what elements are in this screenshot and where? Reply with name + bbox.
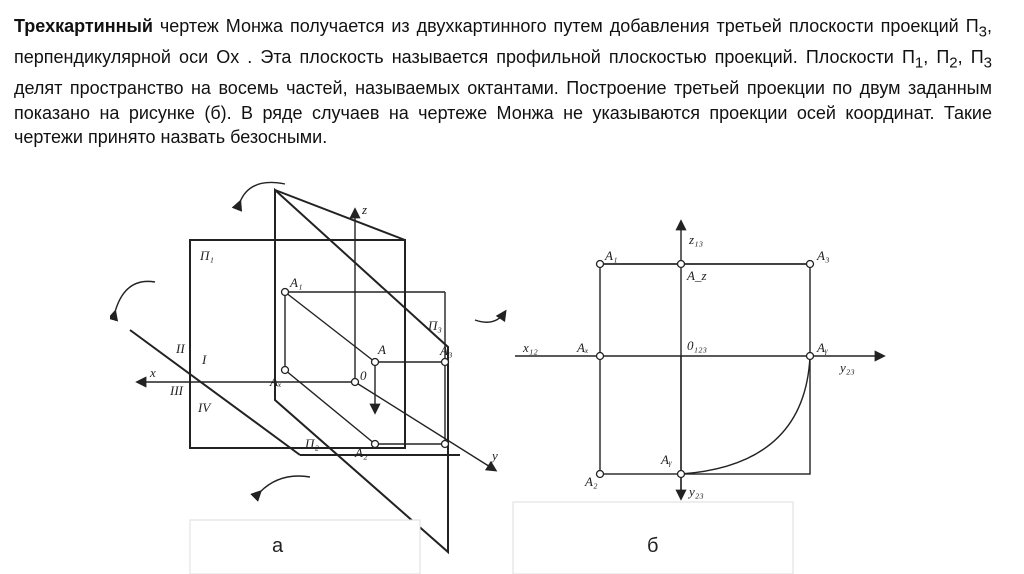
label-Ay-bottom: Aᵧ (661, 452, 672, 467)
label-A2: A₂ (585, 474, 598, 489)
label-A1: A₁ (290, 275, 303, 290)
label-oct-4: IV (198, 400, 211, 415)
label-A2: A₂ (355, 445, 368, 460)
text-s4: , П (957, 47, 984, 68)
label-Az: A_z (687, 268, 707, 283)
label-z13: z₁₃ (689, 232, 704, 247)
label-A1: A₁ (605, 248, 618, 263)
label-O: 0 (360, 368, 367, 383)
label-oct-3: III (170, 383, 183, 398)
label-y23-right: y₂₃ (840, 360, 855, 375)
label-oct-2: II (176, 341, 185, 356)
label-y: y (492, 448, 498, 463)
text-s2: , перпендикулярной оси Ox . Эта плоскость называется профильной плоскостью проекций. Плоскости П (14, 16, 992, 68)
sub-1: 1 (914, 54, 924, 72)
label-Ax: Aₓ (270, 374, 282, 389)
label-pi2: П₂ (305, 436, 319, 451)
text-s3: , П (923, 47, 950, 68)
sub-2: 2 (949, 54, 958, 72)
label-oct-1: I (202, 352, 207, 367)
label-Ay-right: Aᵧ (817, 340, 828, 355)
paragraph (14, 14, 992, 150)
label-A: A (378, 342, 386, 357)
label-A3: A₃ (440, 343, 453, 358)
body-text (14, 14, 992, 150)
label-pi3: П₃ (428, 318, 442, 333)
label-z: z (362, 202, 368, 217)
sub-3: 3 (978, 23, 987, 41)
sub-3b: 3 (983, 54, 992, 72)
label-y23-bottom: y₂₃ (689, 484, 704, 499)
label-pi1: П₁ (200, 248, 214, 263)
transfer-arc (681, 356, 810, 474)
plane-pi1-frame (190, 240, 405, 448)
label-x12: x₁₂ (523, 340, 538, 355)
caption-b: б (647, 535, 659, 557)
label-x: x (150, 365, 156, 380)
caption-a: а (272, 535, 284, 557)
figure-a-3d-planes (110, 172, 510, 574)
label-A3: A₃ (817, 248, 830, 263)
label-o123: 0₁₂₃ (687, 338, 708, 353)
figure-b-monge-drawing (505, 180, 905, 574)
bold-lead: Трехкартинный (14, 16, 153, 36)
text-s5: делят пространство на восемь частей, называемых октантами. Построение третьей проекции по двум заданным показано на рисунке (б). В ряде случаев на чертеже Монжа не указываются проекции осей координат. Такие чертежи принято назвать безосными. (14, 78, 992, 148)
label-Ax: Aₓ (577, 340, 589, 355)
text-s1: чертеж Монжа получается из двухкартинного путем добавления третьей плоскости проекций П (152, 16, 979, 36)
axis-y (355, 382, 495, 470)
